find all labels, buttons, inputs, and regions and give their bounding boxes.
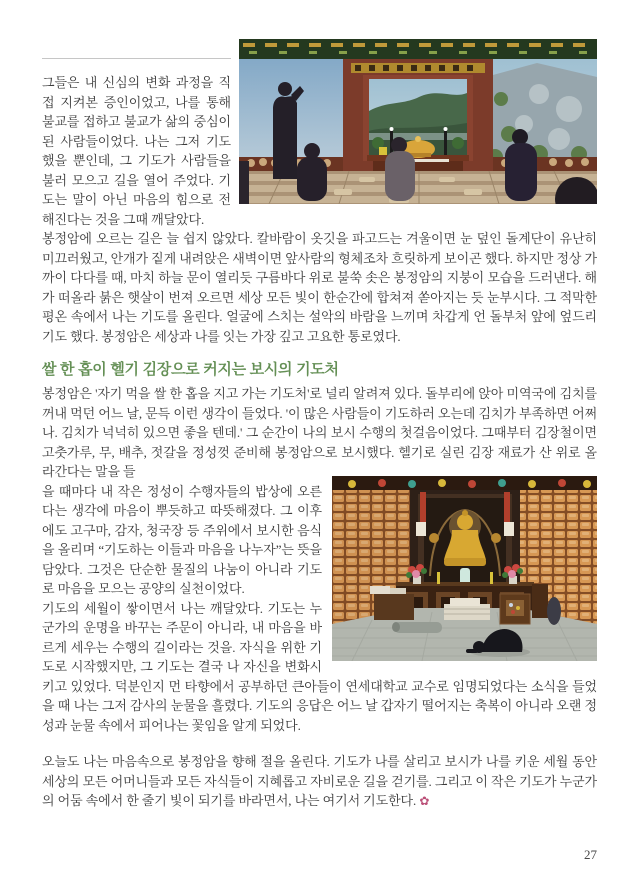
- altar-photo: [332, 476, 597, 661]
- wrapped-text-block: [42, 482, 597, 736]
- body-paragraph-4: 기도의 세월이 쌓이면서 나는 깨달았다. 기도는 누군가의 운명을 바꾸는 주문이 아니라, 내 마음을 바르게 세우는 수행의 길이라는 것을. 자식을 위한 기도로 시작했지만, 그 기도는 결국 나 자신을 변화시키고 있었다. 덕분인지 먼 타향에서 공부하던 큰아들이 연세대학교 교수로 임명되었다는 소식을 들었을 때 나는 그저 감사의 눈물을 흘렸다. 기도의 응답은 어느 날 갑자기 떨어지는 축복이 아니라 오랜 정성과 눈물 속에서 피어나는 꽃임을 알게 되었다.: [42, 600, 597, 733]
- section-heading: 쌀 한 홉이 헬기 김장으로 커지는 보시의 기도처: [42, 361, 339, 378]
- body-paragraph-2: 봉정암에 오르는 길은 늘 쉽지 않았다. 칼바람이 옷깃을 파고드는 겨울이면 눈 덮인 돌계단이 유난히 미끄러웠고, 안개가 짙게 내려앉은 새벽이면 앞사람의 형체조차 흐릿하게 보이곤 했다. 하지만 정상 가까이 다다를 때, 마치 하늘 문이 열리듯 구름바다 위로 불쑥 솟은 봉정암의 지붕이 모습을 드러낸다. 해가 떠올라 붉은 햇살이 번져 오르면 세상 모든 빛이 한순간에 합쳐져 쏟아지는 듯 눈부시다. 그 적막한 평온 속에서 나는 기도를 올린다. 얼굴에 스치는 설악의 바람을 느끼며 차갑게 언 돌부처 앞에 엎드리기도 했다. 봉정암은 세상과 나를 잇는 가장 깊고 고요한 통로였다.: [42, 231, 597, 344]
- body-paragraph-3b: 을 때마다 내 작은 정성이 수행자들의 밥상에 오른다는 생각에 마음이 뿌듯하고 따뜻해졌다. 그 이후에도 고구마, 감자, 청국장 등 주위에서 보시한 음식을 올리며 “기도하는 이들과 마음을 나누자”는 뜻을 담았다. 그것은 단순한 물질의 나눔이 아니라 기도로 마음을 모으는 공양의 실천이었다.: [42, 483, 322, 596]
- header-rule: [42, 58, 231, 59]
- lotus-end-mark-icon: ✿: [419, 794, 430, 808]
- body-paragraph-3a: 봉정암은 '자기 먹을 쌀 한 홉을 지고 가는 기도처'로 널리 알려져 있다. 돌부리에 앉아 미역국에 김치를 꺼내 먹던 어느 날, 문득 이런 생각이 들었다. '이 많은 사람들이 기도하러 오는데 김치가 부족하면 어쩌나. 김치가 넉넉히 있으면 좋을 텐데.' 그 순간이 나의 보시 수행의 첫걸음이었다. 그때부터 김장철이면 고춧가루, 무, 배추, 젓갈을 정성껏 준비해 봉정암으로 보시했다. 헬기로 실린 김장 재료가 산 위로 올라간다는 말을 들: [42, 386, 597, 479]
- body-paragraph-5: [42, 752, 597, 812]
- article-content: [42, 39, 597, 812]
- temple-hall-photo: [239, 39, 597, 204]
- page-number: 27: [584, 847, 597, 862]
- body-paragraph-1: 그들은 내 신심의 변화 과정을 직접 지켜본 증인이었고, 나를 통해 불교를 접하고 불교가 삶의 중심이 된 사람들이었다. 나는 그저 기도했을 뿐인데, 그 기도가 사람들을 불러 모으고 길을 열어 주었다. 기도는 말이 아닌 마음의 힘으로 전해진다는 것을 그때 깨달았다.: [42, 75, 231, 227]
- closing-text: 오늘도 나는 마음속으로 봉정암을 향해 절을 올린다. 기도가 나를 살리고 보시가 나를 키운 세월 동안 세상의 모든 어머니들과 모든 자식들이 지혜롭고 자비로운 길을 걷기를. 그리고 이 작은 기도가 누군가의 어둠 속에서 한 줄기 빛이 되기를 바라면서, 나는 여기서 기도한다.: [42, 754, 597, 808]
